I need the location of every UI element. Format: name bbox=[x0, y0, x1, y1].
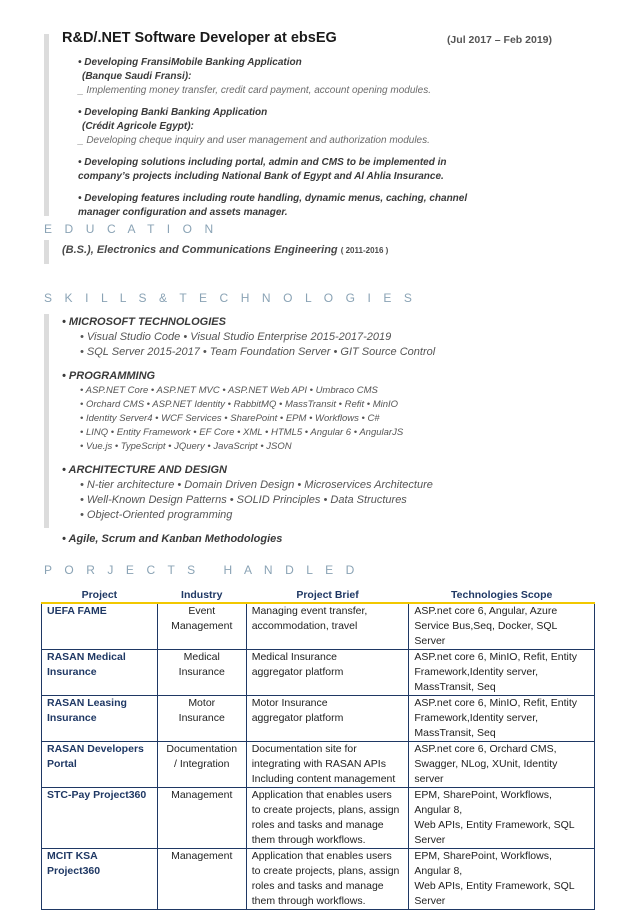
responsibility-line: • Developing features including route handling, dynamic menus, caching, channel bbox=[78, 193, 468, 204]
project-brief-cell: Application that enables users to create projects, plans, assign roles and tasks and manage them through workflows. bbox=[246, 788, 409, 849]
responsibility-line: _ Developing cheque inquiry and user management and authorization modules. bbox=[78, 135, 430, 146]
spacer bbox=[78, 148, 458, 156]
skill-line: • Agile, Scrum and Kanban Methodologies bbox=[62, 533, 283, 545]
skills-heading: S K I L L S & T E C H N O L O G I E S bbox=[44, 291, 417, 305]
spacer bbox=[62, 523, 502, 531]
responsibility-line: (Banque Saudi Fransi): bbox=[82, 71, 192, 82]
project-name-cell: RASAN Medical Insurance bbox=[42, 650, 158, 696]
project-name-cell: RASAN Leasing Insurance bbox=[42, 696, 158, 742]
industry-cell: Event Management bbox=[157, 603, 246, 650]
spacer bbox=[78, 98, 458, 106]
project-name-cell: STC-Pay Project360 bbox=[42, 788, 158, 849]
skill-line: • Well-Known Design Patterns • SOLID Principles • Data Structures bbox=[80, 494, 407, 506]
table-row bbox=[42, 849, 595, 910]
education-accent-bar bbox=[44, 240, 49, 264]
project-name-cell: RASAN Developers Portal bbox=[42, 742, 158, 788]
project-brief-cell: Managing event transfer, accommodation, travel bbox=[246, 603, 409, 650]
technologies-cell: ASP.net core 6, Orchard CMS, Swagger, NLog, XUnit, Identity server bbox=[409, 742, 595, 788]
skill-line: • N-tier architecture • Domain Driven Design • Microservices Architecture bbox=[80, 479, 433, 491]
project-brief-cell: Documentation site for integrating with RASAN APIs Including content management bbox=[246, 742, 409, 788]
skill-line: • SQL Server 2015-2017 • Team Foundation Server • GIT Source Control bbox=[80, 346, 436, 358]
column-header: Project bbox=[42, 588, 158, 603]
table-row bbox=[42, 603, 595, 650]
responsibility-line: _ Implementing money transfer, credit card payment, account opening modules. bbox=[78, 85, 431, 96]
education-entry bbox=[62, 244, 388, 256]
job-accent-bar bbox=[44, 34, 49, 216]
job-responsibilities bbox=[78, 56, 468, 220]
table-header-row bbox=[42, 588, 595, 603]
skill-line: • Visual Studio Code • Visual Studio Enterprise 2015-2017-2019 bbox=[80, 331, 392, 343]
responsibility-line: manager configuration and assets manager. bbox=[78, 207, 288, 218]
technologies-cell: ASP.net core 6, MinIO, Refit, Entity Framework,Identity server, MassTransit, Seq bbox=[409, 650, 595, 696]
spacer bbox=[62, 360, 502, 368]
skill-line: • LINQ • Entity Framework • EF Core • XML • HTML5 • Angular 6 • AngularJS bbox=[80, 427, 404, 438]
skills-list bbox=[62, 314, 502, 547]
responsibility-line: • Developing FransiMobile Banking Application bbox=[78, 57, 302, 68]
spacer bbox=[62, 454, 502, 462]
spacer bbox=[78, 184, 458, 192]
responsibility-line: company’s projects including National Bank of Egypt and Al Ahlia Insurance. bbox=[78, 171, 444, 182]
project-brief-cell: Motor Insurance aggregator platform bbox=[246, 696, 409, 742]
skill-line: • Object-Oriented programming bbox=[80, 509, 233, 521]
job-dates: (Jul 2017 – Feb 2019) bbox=[446, 34, 552, 46]
education-heading: E D U C A T I O N bbox=[44, 222, 218, 236]
projects-heading: P O R J E C T S H A N D L E D bbox=[44, 563, 359, 577]
table-body bbox=[42, 603, 595, 910]
technologies-cell: ASP.net core 6, MinIO, Refit, Entity Framework,Identity server, MassTransit, Seq bbox=[409, 696, 595, 742]
skill-line: • ARCHITECTURE AND DESIGN bbox=[62, 464, 227, 476]
project-brief-cell: Medical Insurance aggregator platform bbox=[246, 650, 409, 696]
industry-cell: Management bbox=[157, 849, 246, 910]
skill-line: • Identity Server4 • WCF Services • SharePoint • EPM • Workflows • C# bbox=[80, 413, 380, 424]
project-brief-cell: Application that enables users to create projects, plans, assign roles and tasks and manage them through workflows. bbox=[246, 849, 409, 910]
technologies-cell: EPM, SharePoint, Workflows, Angular 8, Web APIs, Entity Framework, SQL Server bbox=[409, 788, 595, 849]
projects-table bbox=[41, 588, 595, 910]
column-header: Project Brief bbox=[246, 588, 409, 603]
column-header: Technologies Scope bbox=[409, 588, 595, 603]
education-years: ( 2011-2016 ) bbox=[340, 246, 389, 255]
industry-cell: Documentation / Integration bbox=[157, 742, 246, 788]
table-row bbox=[42, 650, 595, 696]
industry-cell: Motor Insurance bbox=[157, 696, 246, 742]
skill-line: • Orchard CMS • ASP.NET Identity • RabbitMQ • MassTransit • Refit • MinIO bbox=[80, 399, 399, 410]
table-row bbox=[42, 696, 595, 742]
project-name-cell: UEFA FAME bbox=[42, 603, 158, 650]
skill-line: • Vue.js • TypeScript • JQuery • JavaScript • JSON bbox=[80, 441, 292, 452]
job-title: R&D/.NET Software Developer at ebsEG bbox=[62, 30, 337, 46]
skill-line: • MICROSOFT TECHNOLOGIES bbox=[62, 316, 226, 328]
skills-accent-bar bbox=[44, 314, 49, 528]
technologies-cell: EPM, SharePoint, Workflows, Angular 8, Web APIs, Entity Framework, SQL Server bbox=[409, 849, 595, 910]
skill-line: • PROGRAMMING bbox=[62, 370, 156, 382]
table-row bbox=[42, 742, 595, 788]
column-header: Industry bbox=[157, 588, 246, 603]
degree: (B.S.), Electronics and Communications Engineering bbox=[62, 244, 338, 256]
responsibility-line: • Developing solutions including portal, admin and CMS to be implemented in bbox=[78, 157, 447, 168]
table-row bbox=[42, 788, 595, 849]
skill-line: • ASP.NET Core • ASP.NET MVC • ASP.NET Web API • Umbraco CMS bbox=[80, 385, 378, 396]
industry-cell: Management bbox=[157, 788, 246, 849]
technologies-cell: ASP.net core 6, Angular, Azure Service Bus,Seq, Docker, SQL Server bbox=[409, 603, 595, 650]
industry-cell: Medical Insurance bbox=[157, 650, 246, 696]
responsibility-line: (Crédit Agricole Egypt): bbox=[82, 121, 194, 132]
responsibility-line: • Developing Banki Banking Application bbox=[78, 107, 268, 118]
project-name-cell: MCIT KSA Project360 bbox=[42, 849, 158, 910]
